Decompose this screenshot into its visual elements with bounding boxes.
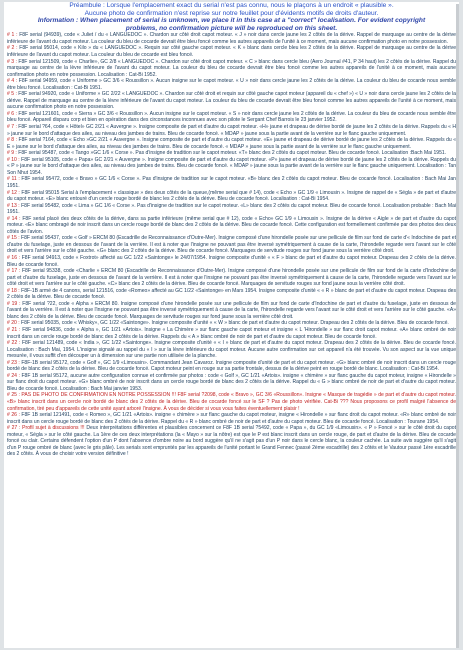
entry-text: F8F serial 95035, code « Whisky», GC 1/22 «Saintonge». Insigne composite d'unité « « W » blanc de part et d'autre du capot moteur. Drapeau des 2 côtés de la dérive. Bleu de cocarde foncé.: [21, 320, 449, 327]
entry-number: # 7 :: [7, 124, 19, 131]
entry-number: # 21 :: [7, 326, 23, 333]
profile-entry: [7, 373, 456, 393]
profile-entry: [7, 235, 456, 255]
entry-number: # 1 :: [7, 32, 20, 39]
preamble: [4, 2, 459, 32]
profile-entry: [7, 78, 456, 91]
entry-number: # 24 :: [7, 372, 22, 379]
entry-text: F8F 1B serial 121491, code « Romeo », GC 1/21 «Artois». insigne « chimère » sur flanc gauche du capot moteur, insigne « Hirondelle » sur flanc droit du capot moteur. «R» blanc ombré de noir inscrit dans un cercle rouge bordé de blanc des 2 côtés de la dérive. Rappel du « R » blanc ombré de noir de part et d'autre du capot moteur. Bleu de cocarde foncé. Localisation : Tourane 1954.: [7, 412, 456, 425]
entry-number: # 19 :: [7, 300, 23, 307]
profile-entry: [7, 157, 456, 177]
entry-text: F8F-1B serial 95172, code « Golf », GC 1/9 «Limousin». Commandant Jean Cavaroz. Insigne composite d'unité de part et du capot moteur. «G» blanc ombré de noir inscrit dans un cercle rouge bordé de blanc des 2 côtés de la dérive. Bleu de cocarde foncé. Capot moteur peint en rouge sur sa partie frontale, dessus de la dérive peint en rouge bordé de blanc. Localisation : Cat-Bi 1954.: [7, 359, 456, 373]
entry-text: F8F serial 94913, code « Foxtrot» affecté au GC 1/22 «Saintonge» le 24/07/1954. Insigne composite d'unité « « F » blanc de part et d'autre du capot moteur. Drapeau des 2 côtés de la dérive. Bleu de cocarde foncé.: [7, 254, 457, 268]
profile-entry: [7, 340, 456, 360]
entry-text: F8F serial 94959, code « Uniforme » GC 3/6 « Roussillon ». Aucun insigne sur le capot moteur. « U » noir dans cercle jaune les 2 côtés de la dérive. La couleur du bleu de cocarde nous semble être bleu foncé. Localisation : Cat-Bi 1951.: [7, 78, 456, 91]
entry-number: # 4 :: [7, 78, 19, 85]
entry-text: F8F serial 95338, code «Charlie » ERCM 80 (Escadrille de Reconnaissance d'Outre-Mer). Insigne composé d'une hirondelle posée sur une pellicule de film sur fond de la carte d'Indochine de part et d'autre du fuselage, juste en dessous de l'avant de la verrière. Il est à noter que l'insigne ne pouvant pas être inversé symétriquement à cause de la carte, l'hirondelle regarde vers l'avant sur le côté droit et vers l'arrière sur le côté gauche. «C» blanc des 2 côtés de la dérive. Bleu de cocarde foncé. Marquages de servitude rouges sur fond jaune sous la verrière côté droit.: [7, 268, 456, 288]
entry-number: # 27 : Profil sujet à discussions !!!: [7, 425, 87, 432]
entry-text: F8F serial (94939), code « Juliet / du « LANGUEDOC ». Chardon sur côté droit capot moteur. « J » noir dans cercle jaune les 2 côtés de la dérive. Rappel de marquage au centre de la dérive inférieure de l'avant du capot moteur. La couleur du bleu de cocarde devrait être bleu foncé comme les autres appareils de l'unité à ce moment, mais aucune confirmation photo en notre possession.: [7, 32, 456, 45]
profile-entry: [7, 412, 456, 425]
entry-number: # 15 :: [7, 235, 22, 242]
entry-text: F8F 1B serial 95172, aucune autre configuration connue et confirmée par photos : code « Golf », GC 1/21 «Artois». insigne « chimère » sur flanc gauche du capot moteur, insigne « Hirondelle » sur flanc droit du capot moteur. «G» blanc ombré de noir inscrit dans un cercle rouge bordé de blanc des 2 côtés de la dérive. Rappel du « G » blanc ombré de noir de part et d'autre du capot moteur. Bleu de cocarde foncé. Localisation : Bach Mai janvier 1953.: [7, 372, 456, 392]
entry-number: # 10 :: [7, 156, 22, 163]
entry-number: # 16 :: [7, 254, 22, 261]
profile-entry: [7, 327, 456, 340]
document-page: [4, 2, 459, 648]
profile-entries-list: [4, 32, 459, 458]
profile-entry: [7, 137, 456, 150]
entry-text: F8F serial placé des deux côtés de la dérive, dans sa partie inférieure (même serial que # 12), code « Echo» GC 1/9 « Limousin ». Insigne de la dérive « Aigle » de part et d'autre du capot moteur. «E» blanc ombragé de noir inscrit dans un cercle rouge bordé de blanc des 2 côtés de la dérive. Bleu de cocarde foncé. Cette configuration est formellement confirmée par des photos des deux côtés de l'avion.: [7, 215, 457, 235]
entry-number: # 23 :: [7, 359, 22, 366]
preamble-en-line-2: problems, no confirmation picture will be reproduced on this sheet.: [125, 24, 338, 32]
profile-entry: [7, 268, 456, 288]
entry-text: F8F serial 95487, code « Tango »GC 1/6 « Corse ». Pas d'insigne de tradition sur le capot moteur. «T» blanc des 2 côtés du capot moteur. Bleu de cocarde foncé. Localisation :Bach Mai 1951.: [18, 150, 447, 157]
entry-text: F8F serial ?164, code « Echo »GC 2/21 « Auvergne ». Insigne composite de part et d'autre du capot moteur. «E» jaune et drapeau de dérive bordé de jaune les 2 côtés de la dérive. Rappels du « E » jaune sur le bord d'attaque des ailes, au niveau des jambes de trains. Bleu de cocarde foncé. « MDAP » jaune sous la partie avant de la verrière sur le flanc gauche uniquement.: [7, 137, 456, 150]
entry-text: F8F serial 95014, code « Kilo » du « LANGUEDOC ». Requin sur côté gauche capot moteur. « K » blanc dans cercle bleu les 2 côtés de la dérive. Rappel de marquage au centre de la dérive inférieure de l'avant du capot moteur. La couleur du bleu de cocarde est bleu foncé.: [7, 45, 456, 59]
profile-entry: [7, 288, 456, 301]
entry-number: # 3 :: [7, 58, 19, 65]
profile-entry: [7, 301, 456, 321]
entry-text: F8F serial 121509, code « Charlie», GC 2/8 « LANGUEDOC ». Chardon sur côté droit capot moteur. « C » blanc dans cercle bleu (Aero Journal #41, P 34 haut) les 2 côtés de la dérive. Rappel du marquage au centre de la lèvre inférieure de l'avant du capot moteur. La couleur du bleu de cocarde devrait être bleu foncé comme les autres appareils de l'unité à ce moment, mais aucune confirmation photo en notre possession. Localisation : Cat-Bi 1952.: [7, 58, 456, 78]
profile-entry: [7, 360, 456, 373]
profile-entry: [7, 176, 456, 189]
entry-text: F8F serial 95015 Serial à l'emplacement « classique » des deux côtés de la queue,(même serial que # 14), code « Echo » GC 1/9 « Limousin ». Insigne de rappel de « Ségla » de part et d'autre du capot moteur. «E» blanc entouré d'un cercle rouge bordé de blanc les 2 côtés de la dérive. Bleu de cocarde foncé. Localisation : Cat-Bi 1954.: [7, 189, 456, 203]
entry-text: F8F serial 121489, code « India », GC 1/22 «Saintonge». Insigne composite d'unité « « I » blanc de part et d'autre du capot moteur. Drapeau des 2 côtés de la dérive. Bleu de cocarde foncé. Localisation : Bach Mai, 1954. L'insigne signalé au rappel du « I » sur la lèvre inférieure du capot moteur. Aucune autre confirmation sur cet appareil n'a été trouvée. Vu son aspect sur la vue unique mesurée, il vous suffit d'en découper un à dimension sur une partie non utilisée de la planche.: [7, 340, 456, 360]
profile-entry: [7, 190, 456, 203]
page-edge: [456, 4, 459, 648]
profile-entry: [7, 91, 456, 111]
profile-entry: [7, 425, 456, 458]
preamble-en-line-1: Information : When placement of serial is unknown, we place it in this case at a "correct" localisation. For evident copyright: [37, 17, 426, 25]
profile-entry: [7, 124, 456, 137]
entry-number: # 25 : PAS DE PHOTO DE CONFIRMATION EN NOTRE POSSESSION !!!: [7, 392, 178, 399]
profile-entry: [7, 59, 456, 79]
entry-text: F8F serial 95437, code « Golf » ERCM 80 (Escadrille de Reconnaissance d'Outre-Mer). Insigne composé d'une hirondelle posée sur une pellicule de film sur fond de carte d'« Indochine de part et d'autre du fuselage, juste en dessous de l'avant de la verrière. Il est à noter que l'insigne ne pouvant pas être inversé symétriquement à cause de la carte, l'hirondelle regarde vers l'avant sur le côté droit et vers l'arrière sur le côté gauche. «G» blanc des 2 côtés de la dérive. Bleu de cocarde foncé. Marquages de servitude rouges sur fond jaune sous la verrière côté droit.: [7, 235, 457, 255]
profile-entry: [7, 216, 456, 236]
entry-number: # 9 :: [7, 150, 19, 157]
profile-entry: [7, 32, 456, 45]
entry-number: # 18 :: [7, 287, 22, 294]
entry-text: F8F serial ?22, code « Alpha » ERCM 80. Insigne composé d'une hirondelle posée sur une pellicule de film sur fond de carte d'Indochine de part et d'autre du fuselage, juste en dessous de l'avant de la verrière. Il est à noter que l'insigne ne pouvant pas être inversé symétriquement à cause de la carte, l'hirondelle regarde vers l'avant sur le côté droit et vers l'arrière sur le côté gauche. «A» blanc des 2 côtés de la dérive. Bleu de cocarde foncé. Marquages de servitude rouges sur fond jaune sous la verrière côté droit.: [7, 300, 456, 320]
entry-number: # 22 :: [7, 340, 22, 347]
entry-number: # 2 :: [7, 45, 20, 52]
profile-entry: [7, 392, 456, 412]
entry-text: F8F-1B armé de 4 canons, serial 121516, code «Romeo» affecté au GC 1/22 «Saintonge» en Mars 1954. Insigne composite d'unité « « R » blanc de part et d'autre du capot moteur. Drapeau des 2 côtés de la dérive. Bleu de cocarde foncé.: [7, 287, 456, 301]
entry-text: F8F serial 94920, code « Uniforme » GC 2/22 « LANGUEDOC ». Chardon sur côté droit et requin sur côté gauche capot moteur (appareil du « chef ») « U » noir dans cercle jaune les 2 côtés de la dérive. Rappel de marquage au centre de la lèvre inférieure de l'avant du capot moteur. La couleur du bleu de cocarde devrait être bleu foncé comme les autres appareils de l'unité à ce moment, mais aucune confirmation photo en notre possession.: [7, 91, 456, 111]
entry-number: # 11 :: [7, 176, 22, 183]
profile-entry: [7, 45, 456, 58]
profile-entry: [7, 111, 456, 124]
entry-text: F8F serial 95482, code « Lima » GC 1/6 « Corse ». Pas d'insigne de tradition sur le capot moteur. «L» blanc des 2 côtés du capot moteur. Bleu de cocarde foncé. Localisation probable : Bach Mai 1951.: [7, 202, 456, 216]
entry-text: F8F serial 95105, code « Papa» GC 2/21 « Auvergne ». Insigne composite de part et d'autre du capot moteur. «P» jaune et drapeau de dérive bordé de jaune les 2 côtés de la dérive. Rappels du « P » jaune sur le bord d'attaque des ailes, au niveau des jambes de trains. Bleu de cocarde foncé. « MDAP » jaune sous la partie avant de la verrière sur le flanc gauche uniquement. Localisation : Tan Son Nhut 1954.: [7, 156, 456, 176]
entry-number: # 17 :: [7, 268, 22, 275]
entry-text: F8F serial 94836, code « Alpha », GC 1/21 «Artois». Insigne « La Chimère » sur flanc gauche capot moteur et insigne « L 'Hirondelle » sur flanc droit capot moteur. «A» blanc ombré de noir inscrit dans un cercle rouge bordé de blanc des 2 côtés de la dérive. Rappels du « A » blanc ombré de noir de part et d'autre du capot moteur. Bleu de cocarde foncé.: [7, 326, 457, 340]
entry-text: Deux interprétations différentes et plausibles concernent ce F8F 1B serial ?5492, code « Papa », du GC 1/9 «Limousin». « P » Foncé » sur le côté droit du capot moteur, « Ségla » sur le côté gauche. La 1ère de ces deux interprétations (la « Mayo » sur la nôtre) est que le P est blanc inscrit dans un cercle rouge, de part et d'autre de la dérive. Bleu de cocarde foncé ou clair. Certains défendent l'option d'un P dont l'absence d'ombre noire au bord suggère qu'il ne s'agit pas d'un P noir dans le cercle blanc, la couleur cachée. La suite avis suggère qu'il s'agit d'un P rouge ombré de blanc (avec le gris pâle). Les serials sont empruntés par les appareils de l'unité portant le Grand Fennec (passé 2ème escadrille) des 2 côtés et le Vautour passé 1ère escadrille des 2 côtés. À vous de choisir votre version définitive !: [7, 425, 456, 458]
entry-number: # 26 :: [7, 412, 22, 419]
entry-number: # 5 :: [7, 91, 19, 98]
entry-number: # 8 :: [7, 137, 19, 144]
entry-number: # 14 :: [7, 215, 23, 222]
entry-number: # 6 :: [7, 110, 19, 117]
entry-number: # 20 :: [7, 320, 22, 327]
entry-text: F8F serial ?2098, code « Bravo », GC 3/6 «Roussillon». Insigne « Masque de tragédie » de part et d'autre du capot moteur. «B» blanc inscrit dans un cercle noir bordé de blanc des 2 côtés de la dérive. Bleu de cocarde foncé sur le SF ? Pas de photo vérifiée. Cat-Bi ??? Nous proposons ce profil malgré l'absence de confirmation, tiré peu d'appareils de cette unité ayant arboré l'insigne. À vous de décider si vous vous faites éventuellement plaisir !: [7, 392, 457, 412]
profile-entry: [7, 255, 456, 268]
entry-number: # 13 :: [7, 202, 22, 209]
entry-text: F8F serial 121601, code « Sierra » GC 3/6 « Roussillon ». Aucun insigne sur le capot moteur. « S » noir dans cercle jaune les 2 côtés de la dérive. La couleur du bleu de cocarde nous semble être bleu foncé. Appareil disparu corp et bien en opération dans des circonstances inconnues avec son pilote le Sergant Chef Barrois le 23 janvier 1952.: [7, 110, 456, 124]
entry-text: F8F serial ?64, code « Hôtel» GC 2/21 « Auvergne ». Insigne composite de part et d'autre du capot moteur. «H» jaune et drapeau de dérive bordé de jaune les 2 côtés de la dérive. Rappels du « H » jaune sur le bord d'attaque des ailes, au niveau des jambes de trains. Bleu de cocarde foncé. « MDAP » jaune sous la partie avant de la verrière sur le flanc gauche uniquement.: [7, 124, 456, 137]
preamble-fr-line-2: Aucune photo de confirmation n'est reprise sur notre feuillet pour d'évidents motifs de droits d'auteur.: [84, 9, 379, 17]
entry-number: # 12 :: [7, 189, 22, 196]
preamble-fr-line-1: Préambule : Lorsque l'emplacement exact du serial n'est pas connu, nous le plaçons à un endroit « plausible ».: [69, 2, 394, 9]
profile-entry: [7, 203, 456, 216]
entry-text: F8F serial 95472, code « Bravo » GC 1/6 « Corse ». Pas d'insigne de tradition sur le capot moteur. «B» blanc des 2 côtés du capot moteur. Bleu de cocarde foncé. Localisation : Bach Mai Jan 1951.: [7, 176, 456, 189]
